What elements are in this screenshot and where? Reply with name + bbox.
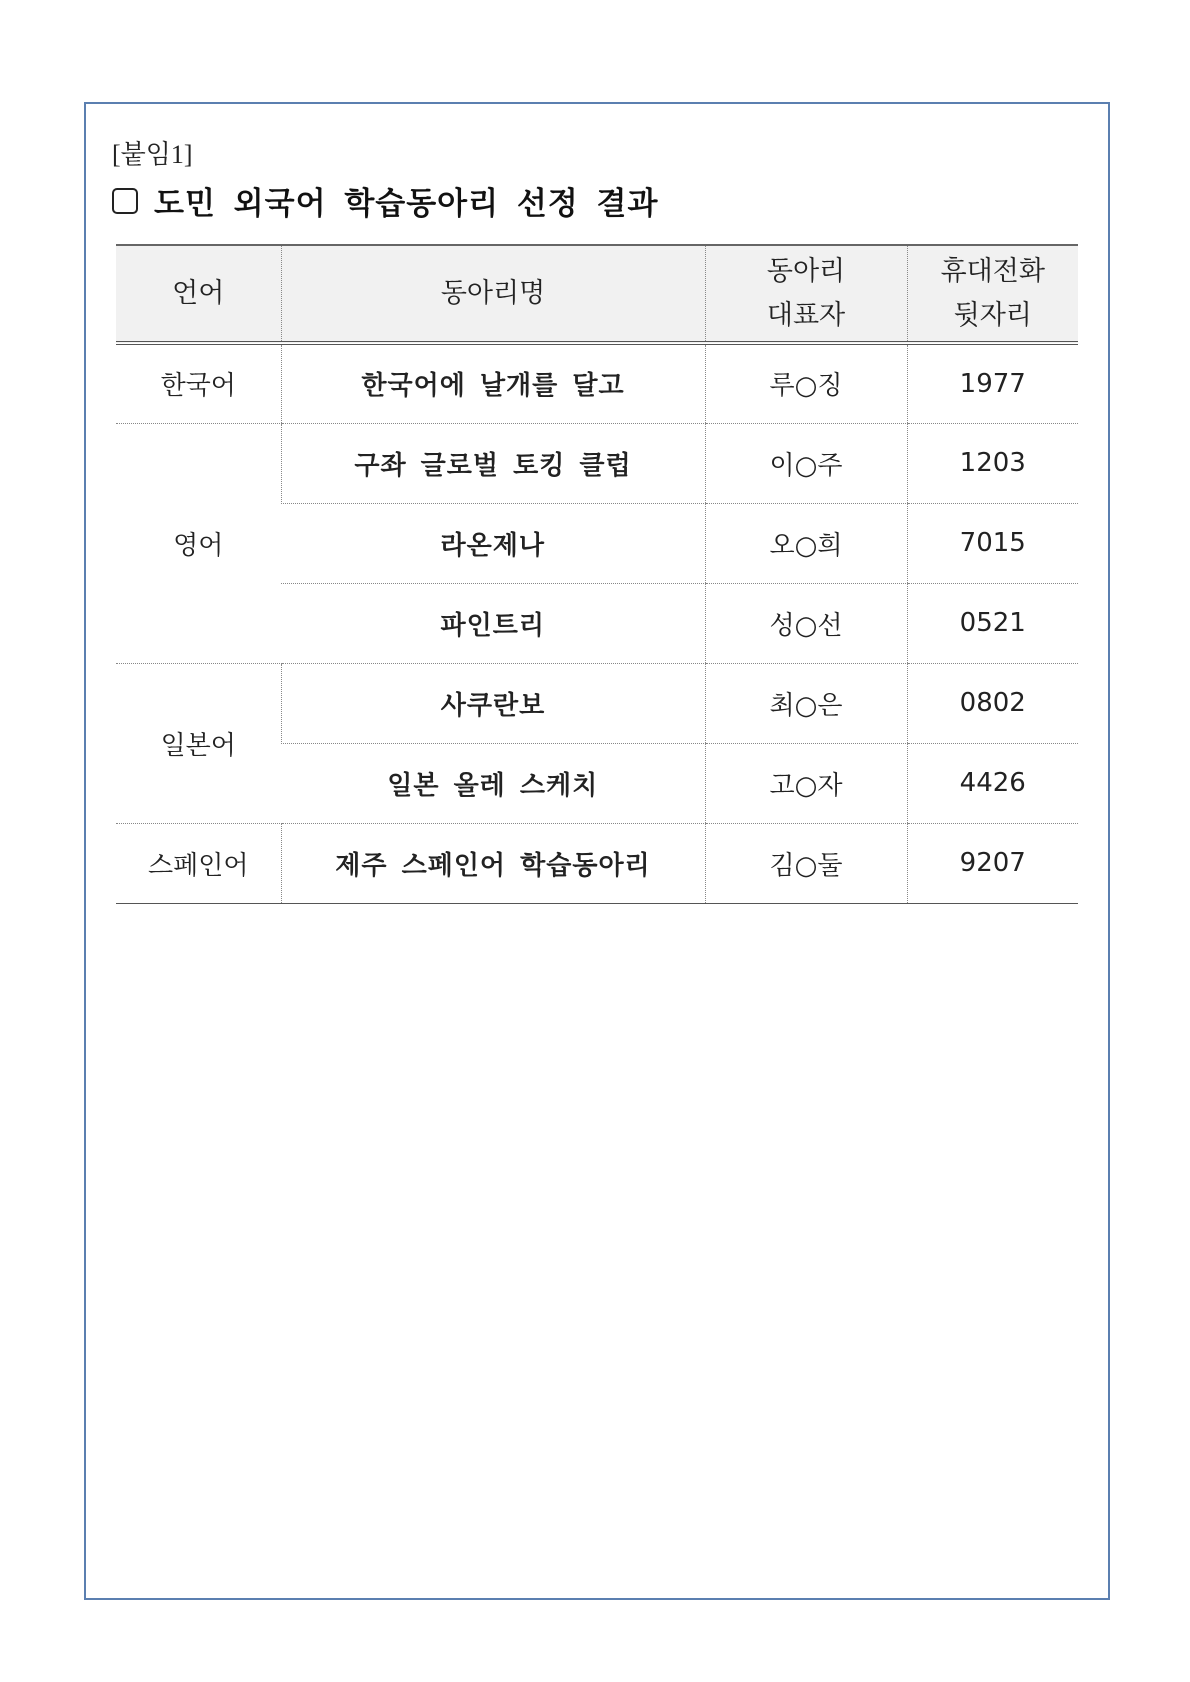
club-name-cell: 구좌 글로벌 토킹 클럽 — [281, 423, 705, 503]
representative-cell: 고○자 — [705, 743, 907, 823]
representative-cell: 성○선 — [705, 583, 907, 663]
checkbox-icon — [112, 188, 138, 214]
language-cell: 스페인어 — [116, 823, 281, 903]
club-name-cell: 한국어에 날개를 달고 — [281, 343, 705, 423]
table-header-row — [116, 245, 1078, 343]
phone-cell: 4426 — [907, 743, 1078, 823]
header-phone-line1: 휴대전화 — [940, 255, 1045, 287]
phone-cell: 7015 — [907, 503, 1078, 583]
club-name-cell: 사쿠란보 — [281, 663, 705, 743]
club-name-cell: 파인트리 — [281, 583, 705, 663]
attachment-label: [붙임1] — [112, 140, 193, 169]
phone-cell: 9207 — [907, 823, 1078, 903]
language-cell: 일본어 — [116, 663, 281, 823]
table-row — [116, 423, 1078, 503]
table-row — [116, 343, 1078, 423]
club-name-cell: 일본 올레 스케치 — [281, 743, 705, 823]
phone-cell: 1977 — [907, 343, 1078, 423]
table-row — [116, 663, 1078, 743]
club-name-cell: 제주 스페인어 학습동아리 — [281, 823, 705, 903]
representative-cell: 루○징 — [705, 343, 907, 423]
title-text: 도민 외국어 학습동아리 선정 결과 — [154, 186, 659, 222]
header-phone-line2: 뒷자리 — [953, 299, 1032, 331]
language-cell: 영어 — [116, 423, 281, 663]
header-representative — [705, 245, 907, 343]
phone-cell: 0521 — [907, 583, 1078, 663]
selection-results-table — [116, 244, 1078, 904]
document-title — [112, 178, 658, 223]
phone-cell: 1203 — [907, 423, 1078, 503]
representative-cell: 오○희 — [705, 503, 907, 583]
representative-cell: 최○은 — [705, 663, 907, 743]
table-row — [116, 823, 1078, 903]
header-phone — [907, 245, 1078, 343]
representative-cell: 이○주 — [705, 423, 907, 503]
header-representative-line1: 동아리 — [766, 255, 846, 287]
header-language: 언어 — [116, 245, 281, 343]
language-cell: 한국어 — [116, 343, 281, 423]
header-representative-line2: 대표자 — [766, 299, 846, 331]
club-name-cell: 라온제나 — [281, 503, 705, 583]
phone-cell: 0802 — [907, 663, 1078, 743]
header-club-name: 동아리명 — [281, 245, 705, 343]
representative-cell: 김○둘 — [705, 823, 907, 903]
